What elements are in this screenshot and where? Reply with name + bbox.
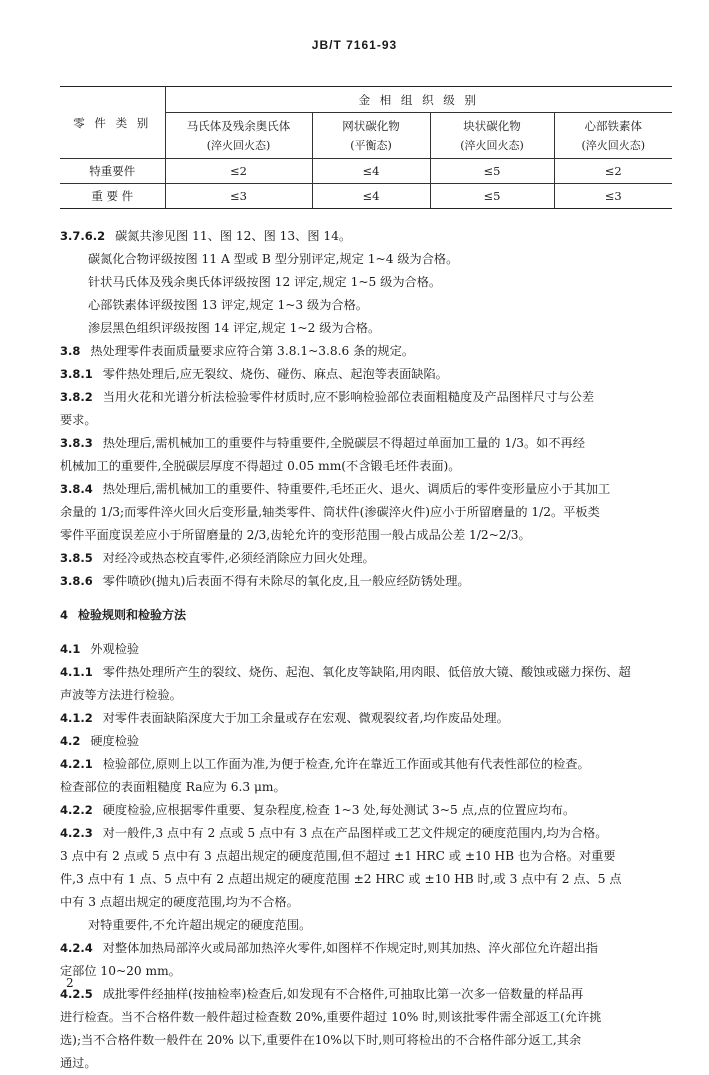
table-cell: ≤3	[554, 184, 672, 209]
paragraph-line	[60, 776, 676, 799]
row-category: 特重要件	[60, 159, 165, 184]
clause-text: 进行检查。当不合格件数一般件超过检查数 20%,重要件超过 10% 时,则该批零件需全部返工(允许挑	[60, 1010, 602, 1024]
paragraph-line	[60, 294, 676, 317]
column-state: (淬火回火态)	[460, 138, 524, 152]
paragraph-line	[60, 524, 676, 547]
table-row	[60, 159, 672, 184]
clause-text: 热处理零件表面质量要求应符合第 3.8.1~3.8.6 条的规定。	[90, 344, 415, 358]
column-name: 心部铁素体	[584, 118, 642, 133]
column-header	[430, 113, 554, 159]
column-name: 网状碳化物	[342, 118, 400, 133]
clause-text: 碳氮化合物评级按图 11 A 型或 B 型分别评定,规定 1~4 级为合格。	[88, 252, 459, 266]
clause-text: 零件平面度误差应小于所留磨量的 2/3,齿轮允许的变形范围一般占成品公差 1/2~2/3。	[60, 528, 531, 542]
paragraph-3-8-5	[60, 547, 676, 570]
section-title: 检验规则和检验方法	[78, 608, 187, 622]
clause-number: 3.8	[60, 344, 81, 358]
clause-number: 4.1	[60, 642, 81, 656]
clause-text: 余量的 1/3;而零件淬火回火后变形量,轴类零件、筒状件(渗碳淬火件)应小于所留磨量的 1/2。平板类	[60, 505, 600, 519]
clause-number: 4.2.5	[60, 987, 93, 1001]
clause-text: 要求。	[60, 413, 97, 427]
column-state: (平衡态)	[350, 138, 392, 152]
clause-text: 定部位 10~20 mm。	[60, 964, 181, 978]
column-name: 马氏体及残余奥氏体	[186, 118, 291, 133]
paragraph-line	[60, 248, 676, 271]
group-header: 金 相 组 织 级 别	[165, 87, 672, 113]
clause-text: 对一般件,3 点中有 2 点或 5 点中有 3 点在产品图样或工艺文件规定的硬度范围内,均为合格。	[102, 826, 608, 840]
clause-text: 对经冷或热态校直零件,必须经消除应力回火处理。	[102, 551, 375, 565]
paragraph-line	[60, 684, 676, 707]
paragraph-4-1	[60, 638, 676, 661]
clause-text: 零件热处理后,应无裂纹、烧伤、碰伤、麻点、起泡等表面缺陷。	[102, 367, 448, 381]
clause-number: 4.1.1	[60, 665, 93, 679]
metallographic-grade-table	[60, 86, 672, 209]
column-header	[165, 113, 312, 159]
column-state: (淬火回火态)	[581, 138, 646, 152]
clause-text: 针状马氏体及残余奥氏体评级按图 12 评定,规定 1~5 级为合格。	[88, 275, 442, 289]
clause-number: 3.7.6.2	[60, 229, 106, 243]
paragraph-line	[60, 868, 676, 891]
table-cell: ≤2	[165, 159, 312, 184]
clause-number: 3.8.1	[60, 367, 93, 381]
document-code-header: JB/T 7161-93	[311, 38, 398, 52]
table-cell: ≤5	[430, 159, 554, 184]
paragraph-3-8-6	[60, 570, 676, 593]
column-header	[554, 113, 672, 159]
body-text	[60, 225, 676, 1075]
paragraph-line	[60, 271, 676, 294]
clause-number: 3.8.3	[60, 436, 93, 450]
clause-text: 检验部位,原则上以工作面为准,为便于检查,允许在靠近工作面或其他有代表性部位的检查。	[102, 757, 590, 771]
paragraph-line	[60, 455, 676, 478]
clause-number: 3.8.4	[60, 482, 93, 496]
clause-text: 中有 3 点超出规定的硬度范围,均为不合格。	[60, 895, 299, 909]
paragraph-4-2-4	[60, 937, 676, 960]
paragraph-4-2-5	[60, 983, 676, 1006]
paragraph-3-8	[60, 340, 676, 363]
section-number: 4	[60, 608, 69, 622]
clause-number: 4.2.2	[60, 803, 93, 817]
table-cell: ≤3	[165, 184, 312, 209]
clause-text: 硬度检验,应根据零件重要、复杂程度,检查 1~3 处,每处测试 3~5 点,点的位置应均布。	[102, 803, 576, 817]
clause-number: 3.8.5	[60, 551, 93, 565]
table-row	[60, 184, 672, 209]
clause-number: 4.1.2	[60, 711, 93, 725]
paragraph-line	[60, 914, 676, 937]
paragraph-3-8-3	[60, 432, 676, 455]
clause-number: 3.8.2	[60, 390, 93, 404]
clause-text: 对特重要件,不允许超出规定的硬度范围。	[88, 918, 312, 932]
paragraph-line	[60, 317, 676, 340]
clause-text: 机械加工的重要件,全脱碳层厚度不得超过 0.05 mm(不含锻毛坯件表面)。	[60, 459, 461, 473]
clause-text: 热处理后,需机械加工的重要件与特重要件,全脱碳层不得超过单面加工量的 1/3。如不再经	[102, 436, 585, 450]
clause-text: 件,3 点中有 1 点、5 点中有 2 点超出规定的硬度范围 ±2 HRC 或 ±10 HB 时,或 3 点中有 2 点、5 点	[60, 872, 622, 886]
column-state: (淬火回火态)	[206, 138, 271, 152]
paragraph-line	[60, 1029, 676, 1052]
clause-text: 当用火花和光谱分析法检验零件材质时,应不影响检验部位表面粗糙度及产品图样尺寸与公差	[102, 390, 595, 404]
table-cell: ≤5	[430, 184, 554, 209]
section-4-heading	[60, 604, 676, 627]
clause-text: 零件喷砂(抛丸)后表面不得有未除尽的氧化皮,且一般应经防锈处理。	[102, 574, 470, 588]
paragraph-line	[60, 960, 676, 983]
clause-text: 外观检验	[90, 642, 140, 656]
clause-text: 渗层黑色组织评级按图 14 评定,规定 1~2 级为合格。	[88, 321, 381, 335]
clause-text: 碳氮共渗见图 11、图 12、图 13、图 14。	[115, 229, 352, 243]
page-number: 2	[66, 976, 74, 990]
paragraph-3-8-1	[60, 363, 676, 386]
clause-text: 3 点中有 2 点或 5 点中有 3 点超出规定的硬度范围,但不超过 ±1 HRC 或 ±10 HB 也为合格。对重要	[60, 849, 616, 863]
clause-text: 通过。	[60, 1056, 97, 1070]
clause-text: 对整体加热局部淬火或局部加热淬火零件,如图样不作规定时,则其加热、淬火部位允许超出指	[102, 941, 598, 955]
paragraph-line	[60, 845, 676, 868]
column-header	[312, 113, 430, 159]
paragraph-line	[60, 891, 676, 914]
paragraph-line	[60, 1052, 676, 1075]
table-cell: ≤2	[554, 159, 672, 184]
clause-text: 心部铁素体评级按图 13 评定,规定 1~3 级为合格。	[88, 298, 368, 312]
clause-number: 4.2.3	[60, 826, 93, 840]
paragraph-3-8-2	[60, 386, 676, 409]
clause-text: 选);当不合格件数一般件在 20% 以下,重要件在10%以下时,则可将检出的不合格件部分返工,其余	[60, 1033, 582, 1047]
table-cell: ≤4	[312, 184, 430, 209]
paragraph-4-1-2	[60, 707, 676, 730]
clause-text: 热处理后,需机械加工的重要件、特重要件,毛坯正火、退火、调质后的零件变形量应小于其加工	[102, 482, 611, 496]
paragraph-4-1-1	[60, 661, 676, 684]
row-header-label: 零 件 类 别	[60, 87, 165, 159]
clause-number: 4.2.4	[60, 941, 93, 955]
clause-text: 声波等方法进行检验。	[60, 688, 182, 702]
clause-text: 检查部位的表面粗糙度 Ra应为 6.3 μm。	[60, 780, 286, 794]
paragraph-4-2	[60, 730, 676, 753]
clause-number: 3.8.6	[60, 574, 93, 588]
column-name: 块状碳化物	[463, 118, 521, 133]
paragraph-4-2-3	[60, 822, 676, 845]
table-cell: ≤4	[312, 159, 430, 184]
clause-text: 硬度检验	[90, 734, 140, 748]
row-category: 重 要 件	[60, 184, 165, 209]
paragraph-3-7-6-2	[60, 225, 676, 248]
clause-text: 对零件表面缺陷深度大于加工余量或存在宏观、微观裂纹者,均作废品处理。	[102, 711, 509, 725]
clause-number: 4.2.1	[60, 757, 93, 771]
paragraph-line	[60, 409, 676, 432]
clause-text: 成批零件经抽样(按抽检率)检查后,如发现有不合格件,可抽取比第一次多一倍数量的样品再	[102, 987, 584, 1001]
paragraph-line	[60, 1006, 676, 1029]
paragraph-4-2-1	[60, 753, 676, 776]
clause-number: 4.2	[60, 734, 81, 748]
paragraph-line	[60, 501, 676, 524]
clause-text: 零件热处理所产生的裂纹、烧伤、起泡、氧化皮等缺陷,用肉眼、低倍放大镜、酸蚀或磁力探伤、超	[102, 665, 631, 679]
paragraph-4-2-2	[60, 799, 676, 822]
paragraph-3-8-4	[60, 478, 676, 501]
